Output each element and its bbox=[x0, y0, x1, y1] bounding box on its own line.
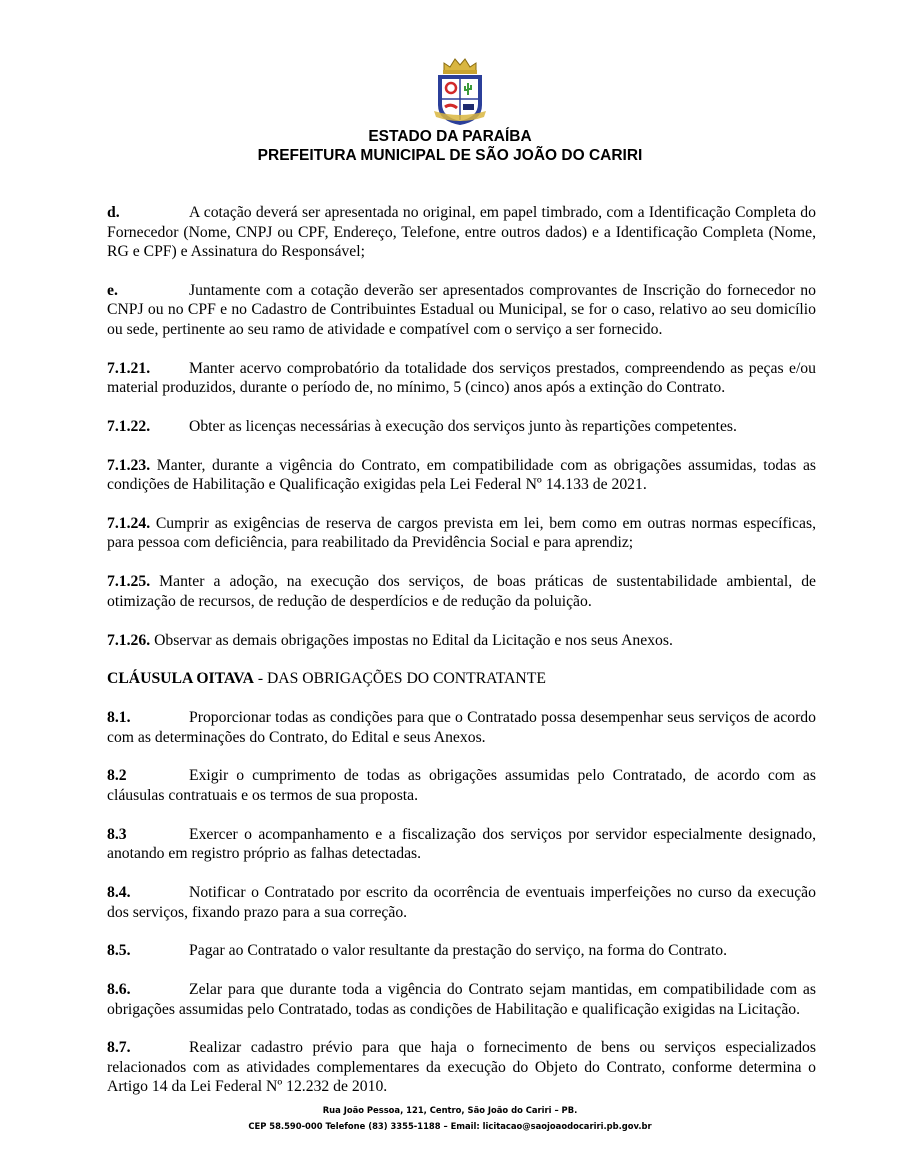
item-number: 8.5. bbox=[107, 942, 131, 960]
paragraph-number: 7.1.22. bbox=[107, 417, 151, 435]
item-text: Notificar o Contratado por escrito da ocorrência de eventuais imperfeições no curso da execução dos serviços, fixando prazo para a sua correção. bbox=[107, 884, 816, 921]
paragraph-text: A cotação deverá ser apresentada no original, em papel timbrado, com a Identificação Completa do Fornecedor (Nome, CNPJ ou CPF, Endereço, Telefone, entre outros dados) e a Identificação Completa (Nome, RG e CPF) e Assinatura do Responsável; bbox=[107, 204, 816, 260]
item-number: 8.4. bbox=[107, 884, 131, 902]
paragraph-7-1-22 bbox=[107, 417, 816, 437]
paragraph-7-1-26 bbox=[107, 631, 816, 651]
document-body bbox=[107, 203, 816, 1097]
paragraph-text: Obter as licenças necessárias à execução dos serviços junto às repartições competentes. bbox=[189, 417, 737, 435]
paragraph-7-1-23 bbox=[107, 456, 816, 495]
paragraph-7-1-25 bbox=[107, 572, 816, 611]
paragraph-text: Cumprir as exigências de reserva de cargos prevista em lei, bem como em outras normas específicas, para pessoa com deficiência, para reabilitado da Previdência Social e para aprendiz; bbox=[107, 514, 816, 552]
document-footer bbox=[0, 1102, 900, 1134]
item-text: Proporcionar todas as condições para que o Contratado possa desempenhar seus serviços de acordo com as determinações do Contrato, do Edital e seus Anexos. bbox=[107, 709, 816, 746]
paragraph-text: Manter a adoção, na execução dos serviços, de boas práticas de sustentabilidade ambiental, de otimização de recursos, de redução de desperdícios e de redução da poluição. bbox=[107, 573, 816, 610]
paragraph-e bbox=[107, 281, 816, 340]
item-number: 8.7. bbox=[107, 1039, 131, 1057]
paragraph-number: 7.1.23. bbox=[107, 456, 151, 474]
item-8-5 bbox=[107, 941, 816, 961]
paragraph-number: 7.1.21. bbox=[107, 359, 151, 377]
clause-title: CLÁUSULA OITAVA bbox=[107, 670, 254, 688]
item-text: Exigir o cumprimento de todas as obrigações assumidas pelo Contratado, de acordo com as cláusulas contratuais e os termos de sua proposta. bbox=[107, 767, 816, 804]
paragraph-7-1-24 bbox=[107, 514, 816, 553]
state-name: ESTADO DA PARAÍBA bbox=[368, 128, 532, 145]
item-8-7 bbox=[107, 1038, 816, 1097]
item-text: Realizar cadastro prévio para que haja o fornecimento de bens ou serviços especializados relacionados com as atividades complementares da execução do Objeto do Contrato, conforme determina o Artigo 14 da Lei Federal Nº 12.232 de 2010. bbox=[107, 1039, 816, 1096]
item-8-1 bbox=[107, 708, 816, 747]
paragraph-text: Manter acervo comprobatório da totalidade dos serviços prestados, compreendendo as peças e/ou material produzidos, durante o período de, no mínimo, 5 (cinco) anos após a extinção do Contrato. bbox=[107, 359, 816, 397]
municipality-name: PREFEITURA MUNICIPAL DE SÃO JOÃO DO CARIRI bbox=[257, 147, 643, 164]
paragraph-number: 7.1.24. bbox=[107, 514, 151, 532]
paragraph-number: 7.1.26. bbox=[107, 631, 151, 649]
clause-heading bbox=[107, 669, 816, 689]
item-8-6 bbox=[107, 980, 816, 1019]
municipal-coat-of-arms-icon bbox=[430, 55, 490, 127]
item-text: Exercer o acompanhamento e a fiscalização dos serviços por servidor especialmente designado, anotando em registro próprio as falhas detectadas. bbox=[107, 825, 816, 863]
paragraph-text: Observar as demais obrigações impostas no Edital da Licitação e nos seus Anexos. bbox=[154, 631, 673, 649]
paragraph-text: Juntamente com a cotação deverão ser apresentados comprovantes de Inscrição do fornecedor no CNPJ ou no CPF e no Cadastro de Contribuintes Estadual ou Municipal, se for o caso, relativo ao seu domicílio ou sede, pertinente ao seu ramo de atividade e compatível com o serviço a ser fornecido. bbox=[107, 281, 816, 338]
paragraph-d bbox=[107, 203, 816, 262]
item-8-4 bbox=[107, 883, 816, 922]
document-header bbox=[0, 127, 900, 165]
paragraph-number: d. bbox=[107, 204, 120, 221]
paragraph-number: e. bbox=[107, 281, 118, 299]
item-number: 8.1. bbox=[107, 709, 131, 727]
footer-address: Rua João Pessoa, 121, Centro, São João do Cariri – PB. bbox=[322, 1105, 578, 1115]
clause-subtitle: - DAS OBRIGAÇÕES DO CONTRATANTE bbox=[253, 670, 546, 688]
item-number: 8.6. bbox=[107, 981, 131, 999]
item-text: Zelar para que durante toda a vigência do Contrato sejam mantidas, em compatibilidade com as obrigações assumidas pelo Contratado, todas as condições de Habilitação e qualificação exigidas na Licitação. bbox=[107, 981, 816, 1018]
paragraph-number: 7.1.25. bbox=[107, 573, 151, 591]
item-number: 8.2 bbox=[107, 767, 127, 785]
item-8-3 bbox=[107, 825, 816, 864]
footer-contact: CEP 58.590-000 Telefone (83) 3355-1188 – Email: licitacao@saojoaodocariri.pb.gov.br bbox=[248, 1121, 652, 1131]
item-text: Pagar ao Contratado o valor resultante da prestação do serviço, na forma do Contrato. bbox=[189, 942, 727, 960]
paragraph-7-1-21 bbox=[107, 359, 816, 398]
item-number: 8.3 bbox=[107, 825, 127, 843]
paragraph-text: Manter, durante a vigência do Contrato, em compatibilidade com as obrigações assumidas, todas as condições de Habilitação e Qualificação exigidas pela Lei Federal Nº 14.133 de 2021. bbox=[107, 456, 817, 494]
item-8-2 bbox=[107, 766, 816, 805]
